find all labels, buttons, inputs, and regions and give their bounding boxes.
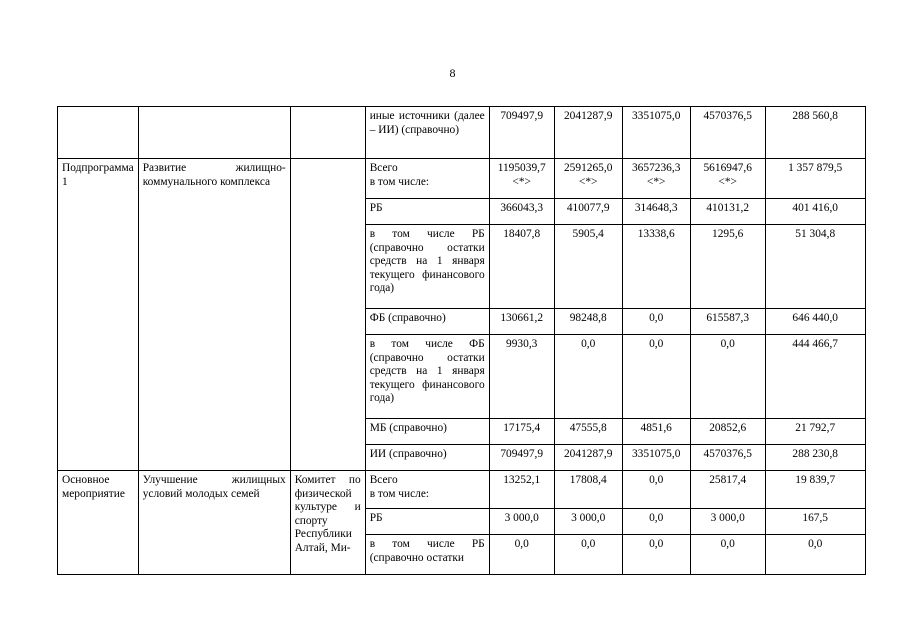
value-cell: 9930,3 <box>489 335 554 419</box>
value-cell: 646 440,0 <box>765 309 865 335</box>
value-cell: 47555,8 <box>554 419 622 445</box>
table-row <box>58 159 866 199</box>
value-cell: 25817,4 <box>690 471 765 509</box>
value-cell: 0,0 <box>554 335 622 419</box>
value-cell: 3 000,0 <box>489 509 554 535</box>
executor-cell: Комитет по физической культуре и спорту Республики Алтай, Ми- <box>290 471 365 575</box>
value-cell: 21 792,7 <box>765 419 865 445</box>
value-cell: 0,0 <box>690 335 765 419</box>
value-cell: 4570376,5 <box>690 445 765 471</box>
title-cell: Улучшение жилищных условий молодых семей <box>138 471 290 575</box>
value-cell: 130661,2 <box>489 309 554 335</box>
value-cell: 5905,4 <box>554 225 622 309</box>
value-cell: 5616947,6 <*> <box>690 159 765 199</box>
table-row <box>58 107 866 159</box>
value-cell: 20852,6 <box>690 419 765 445</box>
source-cell: иные источники (далее – ИИ) (справочно) <box>365 107 489 159</box>
value-cell: 0,0 <box>489 535 554 575</box>
value-cell: 3351075,0 <box>622 445 690 471</box>
value-cell: 0,0 <box>622 535 690 575</box>
value-cell: 615587,3 <box>690 309 765 335</box>
source-cell: РБ <box>365 509 489 535</box>
source-cell: в том числе РБ (справочно остатки <box>365 535 489 575</box>
source-cell: МБ (справочно) <box>365 419 489 445</box>
value-cell: 0,0 <box>622 309 690 335</box>
value-cell: 288 230,8 <box>765 445 865 471</box>
value-cell: 366043,3 <box>489 199 554 225</box>
value-cell: 1 357 879,5 <box>765 159 865 199</box>
value-cell: 51 304,8 <box>765 225 865 309</box>
program-cell: Подпрограмма 1 <box>58 159 139 471</box>
value-cell: 0,0 <box>622 471 690 509</box>
source-cell: в том числе РБ (справочно остатки средств на 1 января текущего финансового года) <box>365 225 489 309</box>
value-cell: 0,0 <box>554 535 622 575</box>
source-cell: Всего в том числе: <box>365 471 489 509</box>
value-cell: 709497,9 <box>489 445 554 471</box>
value-cell: 2041287,9 <box>554 445 622 471</box>
value-cell: 1195039,7 <*> <box>489 159 554 199</box>
program-cell <box>58 107 139 159</box>
value-cell: 0,0 <box>690 535 765 575</box>
value-cell: 709497,9 <box>489 107 554 159</box>
value-cell: 3657236,3 <*> <box>622 159 690 199</box>
title-cell: Развитие жилищно-коммунального комплекса <box>138 159 290 471</box>
value-cell: 98248,8 <box>554 309 622 335</box>
source-cell: ФБ (справочно) <box>365 309 489 335</box>
value-cell: 167,5 <box>765 509 865 535</box>
value-cell: 0,0 <box>622 509 690 535</box>
source-cell: ИИ (справочно) <box>365 445 489 471</box>
value-cell: 401 416,0 <box>765 199 865 225</box>
value-cell: 17175,4 <box>489 419 554 445</box>
value-cell: 3 000,0 <box>690 509 765 535</box>
value-cell: 17808,4 <box>554 471 622 509</box>
value-cell: 0,0 <box>765 535 865 575</box>
value-cell: 288 560,8 <box>765 107 865 159</box>
title-cell <box>138 107 290 159</box>
source-cell: РБ <box>365 199 489 225</box>
value-cell: 410077,9 <box>554 199 622 225</box>
executor-cell <box>290 159 365 471</box>
source-cell: Всего в том числе: <box>365 159 489 199</box>
value-cell: 444 466,7 <box>765 335 865 419</box>
value-cell: 410131,2 <box>690 199 765 225</box>
value-cell: 2591265,0 <*> <box>554 159 622 199</box>
executor-cell <box>290 107 365 159</box>
value-cell: 4851,6 <box>622 419 690 445</box>
budget-table <box>57 106 866 575</box>
value-cell: 4570376,5 <box>690 107 765 159</box>
value-cell: 13252,1 <box>489 471 554 509</box>
value-cell: 3351075,0 <box>622 107 690 159</box>
value-cell: 2041287,9 <box>554 107 622 159</box>
value-cell: 19 839,7 <box>765 471 865 509</box>
page-number: 8 <box>449 66 456 80</box>
table-row <box>58 471 866 509</box>
value-cell: 0,0 <box>622 335 690 419</box>
source-cell: в том числе ФБ (справочно остатки средств на 1 января текущего финансового года) <box>365 335 489 419</box>
value-cell: 18407,8 <box>489 225 554 309</box>
value-cell: 13338,6 <box>622 225 690 309</box>
value-cell: 314648,3 <box>622 199 690 225</box>
value-cell: 3 000,0 <box>554 509 622 535</box>
program-cell: Основное мероприятие <box>58 471 139 575</box>
value-cell: 1295,6 <box>690 225 765 309</box>
